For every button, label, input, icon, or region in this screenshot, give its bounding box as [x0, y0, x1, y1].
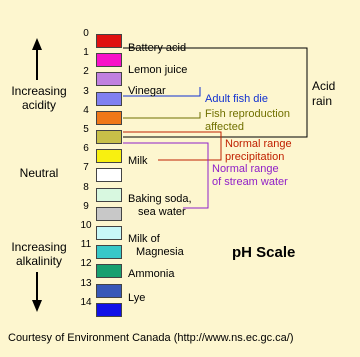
- ph-number: 9: [83, 200, 89, 212]
- magnesia-line-2: Magnesia: [136, 246, 184, 258]
- acid-rain-line-1: Acid: [312, 79, 336, 93]
- alkalinity-line-1: Increasing: [11, 240, 67, 254]
- ph-color-swatch: [96, 34, 122, 48]
- milk-of-magnesia-label: [128, 233, 184, 259]
- fish-repro-line-2: affected: [205, 121, 244, 133]
- ammonia-label: Ammonia: [128, 268, 175, 280]
- ph-color-swatch: [96, 284, 122, 298]
- acidity-line-1: Increasing: [11, 84, 67, 98]
- ph-number: 8: [83, 181, 89, 193]
- ph-color-swatch: [96, 264, 122, 278]
- diagram-title: pH Scale: [232, 244, 296, 261]
- down-arrow-shaft: [36, 272, 38, 302]
- ph-number: 5: [83, 124, 89, 135]
- battery-acid-label: Battery acid: [128, 42, 187, 54]
- ph-color-swatch: [96, 72, 122, 86]
- ph-number: 13: [80, 277, 92, 289]
- ph-color-swatch: [96, 303, 122, 317]
- precipitation-note: [225, 138, 292, 164]
- alkalinity-line-2: alkalinity: [15, 254, 63, 268]
- ph-color-swatch: [96, 149, 122, 163]
- fish-repro-line-1: Fish reproduction: [205, 108, 290, 120]
- acid-rain-label: [312, 79, 335, 109]
- acid-rain-line-2: rain: [312, 94, 333, 108]
- down-arrow-icon: [32, 300, 42, 312]
- ph-color-swatch: [96, 188, 122, 202]
- adult-fish-die-note: Adult fish die: [205, 93, 268, 105]
- increasing-alkalinity-label: [2, 240, 76, 268]
- ph-number: 12: [80, 258, 92, 270]
- stream-line-1: Normal range: [212, 163, 279, 175]
- vinegar-label: Vinegar: [128, 85, 166, 97]
- ph-number: 0: [83, 28, 89, 39]
- ph-number: 3: [83, 85, 89, 97]
- ph-number: 6: [83, 143, 89, 155]
- precip-line-1: Normal range: [225, 138, 292, 150]
- fish-reproduction-note: [205, 108, 290, 134]
- ph-color-swatch: [96, 226, 122, 240]
- ph-number: 2: [83, 66, 89, 78]
- lye-label: Lye: [128, 292, 146, 304]
- milk-label: Milk: [128, 155, 148, 167]
- ph-number: 10: [80, 220, 92, 231]
- acidity-line-2: acidity: [21, 98, 56, 112]
- precip-line-2: precipitation: [225, 151, 285, 163]
- lemon-juice-label: Lemon juice: [128, 64, 188, 76]
- ph-number: 14: [80, 296, 92, 308]
- baking-soda-label: [128, 193, 192, 219]
- ph-color-swatch: [96, 130, 122, 144]
- ph-number: 7: [83, 162, 89, 174]
- ph-color-swatch: [96, 92, 122, 106]
- baking-soda-line-2: sea water: [138, 206, 186, 218]
- ph-color-swatch: [96, 168, 122, 182]
- baking-soda-line-1: Baking soda,: [128, 193, 192, 205]
- ph-color-swatch: [96, 245, 122, 259]
- fish-reproduction-line: [123, 112, 200, 118]
- ph-number: 1: [83, 47, 89, 59]
- ph-color-swatch: [96, 207, 122, 221]
- increasing-acidity-label: [2, 84, 76, 112]
- stream-line-2: of stream water: [212, 176, 288, 188]
- ph-number: 11: [80, 239, 92, 251]
- ph-number: 4: [83, 104, 89, 116]
- ph-color-swatch: [96, 111, 122, 125]
- stream-water-note: [212, 163, 288, 189]
- ph-color-swatch: [96, 53, 122, 67]
- magnesia-line-1: Milk of: [128, 233, 160, 245]
- neutral-label: Neutral: [19, 166, 59, 180]
- up-arrow-shaft: [36, 48, 38, 80]
- courtesy-credit: Courtesy of Environment Canada (http://www.ns.ec.gc.ca/): [8, 332, 294, 344]
